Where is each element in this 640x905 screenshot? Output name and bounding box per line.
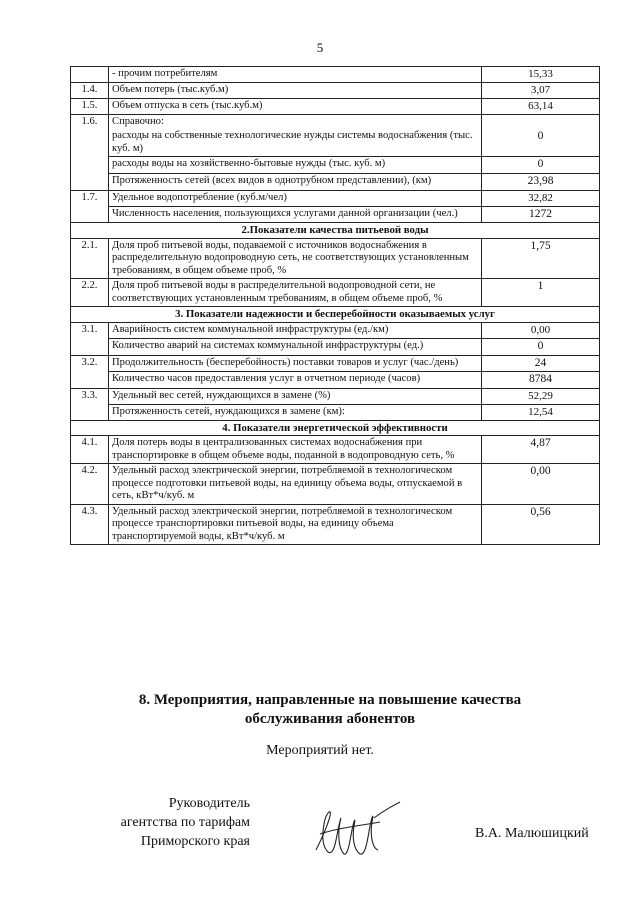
indicator-value: 0,00 [482, 464, 600, 505]
row-number: 2.1. [71, 238, 109, 279]
heading-line-1: 8. Мероприятия, направленные на повышение качества [138, 692, 522, 708]
indicator-name: Аварийность систем коммунальной инфраструктуры (ед./км) [109, 323, 482, 339]
indicator-name: Объем потерь (тыс.куб.м) [109, 82, 482, 98]
row-number: 4.1. [71, 436, 109, 464]
indicator-value: 23,98 [482, 173, 600, 190]
indicator-name: Количество аварий на системах коммунальной инфраструктуры (ед.) [109, 339, 482, 356]
table-row [71, 98, 600, 114]
indicator-value: 63,14 [482, 98, 600, 114]
indicator-value: 3,07 [482, 82, 600, 98]
row-number: 4.2. [71, 464, 109, 505]
table-row [71, 190, 600, 206]
indicator-value: 1,75 [482, 238, 600, 279]
indicator-name: Удельный вес сетей, нуждающихся в замене (%) [109, 388, 482, 404]
indicator-name: Протяженность сетей, нуждающихся в замене (км): [109, 404, 482, 420]
table-row [71, 372, 600, 389]
indicator-name: Продолжительность (бесперебойность) поставки товаров и услуг (час./день) [109, 355, 482, 372]
indicator-name: Доля потерь воды в централизованных системах водоснабжения при транспортировке в общем объеме воды, поданной в водопроводную сеть, % [109, 436, 482, 464]
indicator-value: 52,29 [482, 388, 600, 404]
table-row [71, 339, 600, 356]
table-row [71, 323, 600, 339]
row-number: 3.3. [71, 388, 109, 420]
indicators-table [70, 66, 600, 545]
table-row [71, 504, 600, 545]
row-number: 1.6. [71, 114, 109, 190]
section-header-row [71, 223, 600, 239]
signer-name: В.А. Малюшицкий [475, 826, 589, 841]
table-row [71, 404, 600, 420]
heading-line-2: обслуживания абонентов [244, 711, 416, 727]
table-row [71, 436, 600, 464]
row-number: 1.4. [71, 82, 109, 98]
table-row [71, 114, 600, 129]
indicator-name: расходы воды на хозяйственно-бытовые нужды (тыс. куб. м) [109, 157, 482, 174]
indicator-name: Справочно: [109, 114, 482, 129]
indicator-name: Доля проб питьевой воды, подаваемой с источников водоснабжения в распределительную водопроводную сеть, не соответствующих установленным требованиям, в общем объеме проб, % [109, 238, 482, 279]
table-row [71, 173, 600, 190]
indicator-value: 12,54 [482, 404, 600, 420]
indicator-value: 0,00 [482, 323, 600, 339]
indicator-value: 8784 [482, 372, 600, 389]
indicator-value: 32,82 [482, 190, 600, 206]
indicator-name: Количество часов предоставления услуг в отчетном периоде (часов) [109, 372, 482, 389]
indicator-name: Удельное водопотребление (куб.м/чел) [109, 190, 482, 206]
section-header-row [71, 307, 600, 323]
signer-position [60, 794, 250, 851]
row-number: 4.3. [71, 504, 109, 545]
no-measures-text: Мероприятий нет. [266, 743, 374, 758]
page-number: 5 [316, 40, 324, 55]
table-row [71, 238, 600, 279]
section-title: 2.Показатели качества питьевой воды [71, 223, 600, 239]
section-title: 4. Показатели энергетической эффективности [71, 420, 600, 436]
table-row [71, 129, 600, 157]
table-row [71, 279, 600, 307]
signer-line-2: агентства по тарифам [120, 815, 250, 830]
indicator-value: 1272 [482, 206, 600, 223]
indicator-value: 0 [482, 339, 600, 356]
row-number: 2.2. [71, 279, 109, 307]
indicator-name: - прочим потребителям [109, 67, 482, 83]
indicator-value: 0 [482, 129, 600, 157]
indicator-name: Объем отпуска в сеть (тыс.куб.м) [109, 98, 482, 114]
table-row [71, 82, 600, 98]
handwritten-signature [308, 800, 408, 862]
indicator-value: 0,56 [482, 504, 600, 545]
row-number: 1.7. [71, 190, 109, 223]
section-title: 3. Показатели надежности и бесперебойности оказываемых услуг [71, 307, 600, 323]
row-number [71, 67, 109, 83]
signer-line-1: Руководитель [168, 796, 250, 811]
table-row [71, 67, 600, 83]
indicator-value: 0 [482, 157, 600, 174]
section-header-row [71, 420, 600, 436]
indicator-value: 15,33 [482, 67, 600, 83]
table-row [71, 388, 600, 404]
section-8-heading [60, 691, 600, 729]
indicator-name: Удельный расход электрической энергии, потребляемой в технологическом процессе подготовки питьевой воды, на единицу объема воды, отпускаемой в сеть, кВт*ч/куб. м [109, 464, 482, 505]
indicator-name: расходы на собственные технологические нужды системы водоснабжения (тыс. куб. м) [109, 129, 482, 157]
row-number: 1.5. [71, 98, 109, 114]
table-row [71, 157, 600, 174]
indicator-name: Протяженность сетей (всех видов в однотрубном представлении), (км) [109, 173, 482, 190]
signer-line-3: Приморского края [140, 834, 250, 849]
indicator-value: 4,87 [482, 436, 600, 464]
table-row [71, 464, 600, 505]
indicator-name: Доля проб питьевой воды в распределительной водопроводной сети, не соответствующих установленным требованиям, в общем объеме проб, % [109, 279, 482, 307]
indicator-value: 1 [482, 279, 600, 307]
row-number: 3.1. [71, 323, 109, 356]
indicator-value: 24 [482, 355, 600, 372]
table-row [71, 206, 600, 223]
indicator-name: Удельный расход электрической энергии, потребляемой в технологическом процессе транспортировки питьевой воды, на единицу объема транспортируемой воды, кВт*ч/куб. м [109, 504, 482, 545]
row-number: 3.2. [71, 355, 109, 388]
indicator-value [482, 114, 600, 129]
indicator-name: Численность населения, пользующихся услугами данной организации (чел.) [109, 206, 482, 223]
table-row [71, 355, 600, 372]
